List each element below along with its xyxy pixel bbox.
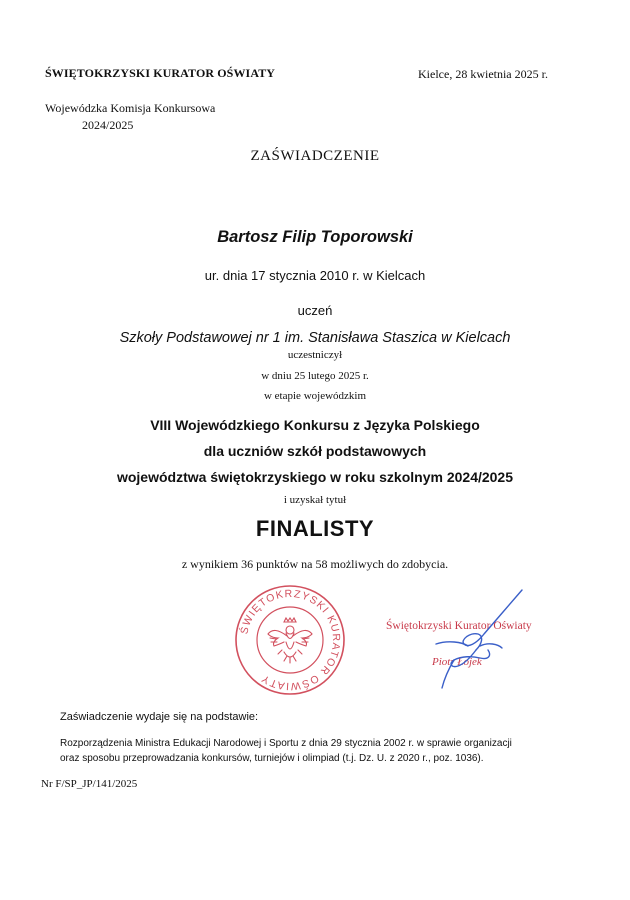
document-title: ZAŚWIADCZENIE — [250, 148, 380, 164]
legal-basis-line-1: Rozporządzenia Ministra Edukacji Narodowej i Sportu z dnia 29 stycznia 2002 r. w sprawie organizacji — [60, 738, 512, 749]
contest-name-line-2: dla uczniów szkół podstawowych — [203, 443, 427, 459]
svg-text:ŚWIĘTOKRZYSKI KURATOR OŚWIATY: ŚWIĘTOKRZYSKI KURATOR OŚWIATY — [238, 587, 343, 693]
school-year: 2024/2025 — [82, 118, 134, 132]
school-name: Szkoły Podstawowej nr 1 im. Stanisława Staszica w Kielcach — [119, 330, 511, 346]
legal-basis-label: Zaświadczenie wydaje się na podstawie: — [60, 711, 259, 723]
place-date: Kielce, 28 kwietnia 2025 r. — [418, 67, 548, 81]
legal-basis-line-2: oraz sposobu przeprowadzania konkursów, turniejów i olimpiad (t.j. Dz. U. z 2020 r., poz. 1036). — [60, 753, 484, 764]
official-seal-icon — [234, 584, 346, 696]
contest-name-line-3: województwa świętokrzyskiego w roku szkolnym 2024/2025 — [116, 469, 514, 485]
obtained-text: i uzyskał tytuł — [283, 494, 347, 506]
committee-name: Wojewódzka Komisja Konkursowa — [45, 101, 216, 115]
contest-name-line-1: VIII Wojewódzkiego Konkursu z Języka Polskiego — [150, 417, 480, 433]
stage-date: w dniu 25 lutego 2025 r. — [261, 370, 369, 382]
student-name: Bartosz Filip Toporowski — [217, 228, 413, 246]
signer-title: Świętokrzyski Kurator Oświaty — [386, 620, 532, 632]
score-line: z wynikiem 36 punktów na 58 możliwych do zdobycia. — [181, 557, 449, 571]
award-title: FINALISTY — [255, 516, 375, 541]
signer-name: Piotr Łojek — [432, 656, 482, 668]
birth-info: ur. dnia 17 stycznia 2010 r. w Kielcach — [204, 268, 426, 283]
stage-name: w etapie wojewódzkim — [263, 390, 367, 402]
issuer-organization: ŚWIĘTOKRZYSKI KURATOR OŚWIATY — [45, 66, 276, 80]
reference-number: Nr F/SP_JP/141/2025 — [41, 778, 138, 790]
handwritten-signature-icon — [418, 586, 528, 692]
student-role: uczeń — [297, 303, 333, 318]
participation-text: uczestniczył — [287, 349, 343, 361]
